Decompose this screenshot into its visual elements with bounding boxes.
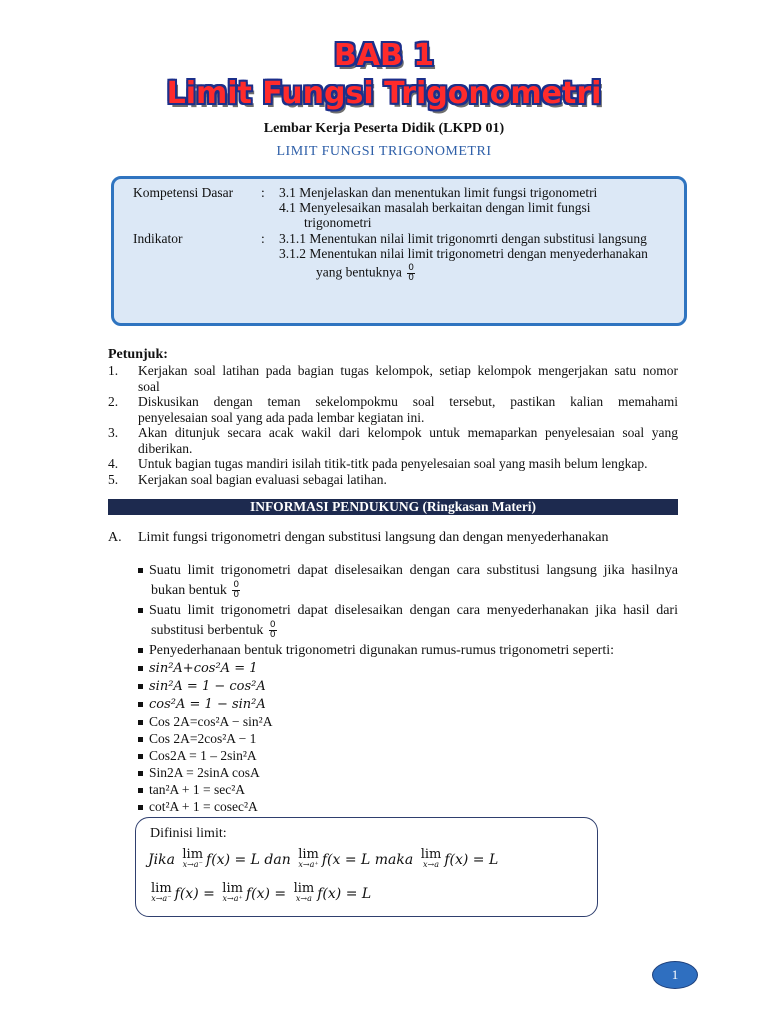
bullet-icon [138,568,143,573]
bullet-icon [138,805,143,810]
chapter-number: BAB 1 [333,38,435,73]
petunjuk-title: Petunjuk: [108,347,168,362]
bullet-icon [138,771,143,776]
section-a-text: Limit fungsi trigonometri dengan substitusi langsung dan dengan menyederhanakan [138,530,609,545]
section-title-bar: INFORMASI PENDUKUNG (Ringkasan Materi) [108,499,678,515]
list-item: 1. Kerjakan soal latihan pada bagian tugas kelompok, setiap kelompok mengerjakan satu nomor [108,363,678,378]
list-item-cont: diberikan. [138,440,193,456]
formula-item: sin²A = 1 − cos²A [138,677,272,695]
lkpd-title: Lembar Kerja Peserta Didik (LKPD 01) [263,121,505,136]
paragraph-2: Suatu limit trigonometri dapat diselesaikan dengan cara menyederhanakan jika hasil dari substitusi berbentuk $\frac{0}{0}$ [138,601,678,641]
list-item-cont: soal [138,378,160,394]
formula-list [138,659,272,815]
section-a-label: A. [108,530,122,545]
list-item: 5. Kerjakan soal bagian evaluasi sebagai latihan. [108,471,387,487]
indikator-item-1: 3.1.1 Menentukan nilai limit trigonomrti dengan substitusi langsung [279,231,647,246]
indikator-label: Indikator [133,231,183,246]
definition-line-1: Jika lim x→a⁻ f(x) = L dan lim x→a⁺ f(x = L maka lim x→a f(x) = L [148,847,499,869]
chapter-title: Limit Fungsi Trigonometri [166,76,602,111]
formula-item: Cos 2A=cos²A − sin²A [138,713,272,730]
list-item: 4. Untuk bagian tugas mandiri isilah titik-titk pada penyelesaian soal yang masih belum lengkap. [108,456,648,471]
bullet-icon [138,754,143,759]
bullet-icon [138,737,143,742]
formula-item: tan²A + 1 = sec²A [138,781,272,798]
definition-title: Difinisi limit: [150,826,227,841]
zero-over-zero: $\frac{0}{0}$ [233,580,240,601]
formula-item: Cos2A = 1 – 2sin²A [138,747,272,764]
bullet-icon [138,666,143,671]
formula-item: cos²A = 1 − sin²A [138,695,272,713]
list-item: 2. Diskusikan dengan teman sekelompokmu soal tersebut, pastikan kalian memahami [108,394,678,409]
zero-over-zero: $\frac{0}{0}$ [408,263,414,283]
bullet-icon [138,648,143,653]
bullet-icon [138,720,143,725]
kd-item-1: 3.1 Menjelaskan dan menentukan limit fungsi trigonometri [279,185,598,200]
ind-colon: : [261,231,265,246]
paragraph-3: Penyederhanaan bentuk trigonometri digunakan rumus-rumus trigonometri seperti: [138,643,614,659]
bullet-icon [138,684,143,689]
formula-item: sin²A+cos²A = 1 [138,659,272,677]
kd-label: Kompetensi Dasar [133,185,234,200]
paragraph-1: Suatu limit trigonometri dapat diselesaikan dengan cara substitusi langsung jika hasilnya bukan bentuk $\frac{0}{0}$ [138,561,678,601]
bullet-icon [138,788,143,793]
zero-over-zero: $\frac{0}{0}$ [269,620,276,641]
petunjuk-list [108,363,678,487]
indikator-item-2-cont: yang bentuknya $\frac{0}{0}$ [316,263,414,283]
formula-item: cot²A + 1 = cosec²A [138,798,272,815]
definition-line-2: lim x→a⁻ f(x) = lim x→a⁺ f(x) = lim x→a f(x) = L [151,881,372,903]
bullet-icon [138,702,143,707]
formula-item: Cos 2A=2cos²A − 1 [138,730,272,747]
list-item-cont: penyelesaian soal yang ada pada lembar kegiatan ini. [138,409,425,425]
kd-item-2-cont: trigonometri [304,215,372,230]
page-number: 1 [652,961,698,989]
kd-item-2: 4.1 Menyelesaikan masalah berkaitan dengan limit fungsi [279,200,591,215]
subtitle: LIMIT FUNGSI TRIGONOMETRI [276,144,492,159]
kd-colon: : [261,185,265,200]
formula-item: Sin2A = 2sinA cosA [138,764,272,781]
indikator-item-2: 3.1.2 Menentukan nilai limit trigonometri dengan menyederhanakan [279,246,648,261]
bullet-icon [138,608,143,613]
list-item: 3. Akan ditunjuk secara acak wakil dari kelompok untuk memaparkan penyelesaian soal yang [108,425,678,440]
